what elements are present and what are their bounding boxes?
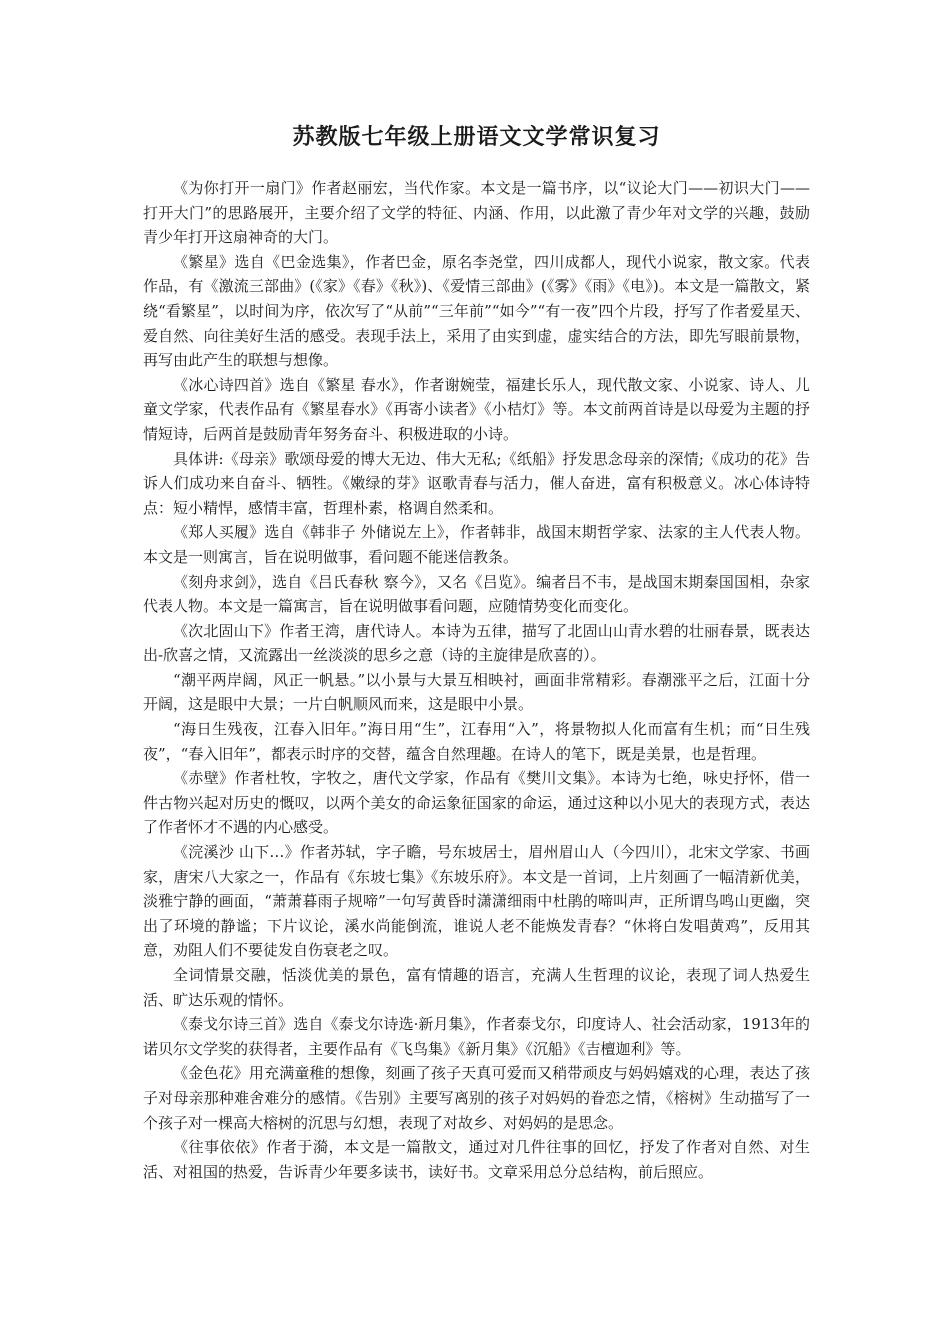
paragraph: 《刻舟求剑》，选自《吕氏春秋 察今》，又名《吕览》。编者吕不韦，是战国末期秦国国相，杂家代表人物。本文是一篇寓言，旨在说明做事看问题，应随情势变化而变化。 (143, 572, 810, 616)
paragraph: 具体讲:《母亲》歌颂母爱的博大无边、伟大无私;《纸船》抒发思念母亲的深情;《成功的花》告诉人们成功来自奋斗、牺牲。《嫩绿的芽》讴歌青春与活力，催人奋进，富有积极意义。冰心体诗特点：短小精悍，感情丰富，哲理朴素，格调自然柔和。 (143, 449, 810, 517)
paragraph: 《往事依依》作者于漪，本文是一篇散文，通过对几件往事的回忆，抒发了作者对自然、对生活、对祖国的热爱，告诉青少年要多读书，读好书。文章采用总分总结构，前后照应。 (143, 1138, 810, 1181)
paragraph: 《金色花》用充满童稚的想像，刻画了孩子天真可爱而又稍带顽皮与妈妈嬉戏的心理，表达了孩子对母亲那种难舍难分的感情。《告别》主要写离别的孩子对妈妈的眷恋之情，《榕树》生动描写了一个孩子对一棵高大榕树的沉思与幻想，表现了对故乡、对妈妈的是思念。 (143, 1064, 810, 1132)
paragraph: 《繁星》选自《巴金选集》，作者巴金，原名李尧堂，四川成都人，现代小说家，散文家。代表作品，有《激流三部曲》(《家》《春》《秋》)、《爱情三部曲》(《雾》《雨》《电》)。本文是一篇散文，紧绕“看繁星”，以时间为序，依次写了“从前”“三年前”“如今”“有一夜”四个片段，抒写了作者爱星天、爱自然、向往美好生活的感受。表现手法上，采用了由实到虚，虚实结合的方法，即先写眼前景物，再写由此产生的联想与想像。 (143, 252, 810, 370)
paragraph: 《赤壁》作者杜牧，字牧之，唐代文学家，作品有《樊川文集》。本诗为七绝，咏史抒怀，借一件古物兴起对历史的慨叹，以两个美女的命运象征国家的命运，通过这种以小见大的表现方式，表达了作者怀才不遇的内心感受。 (143, 769, 810, 837)
document-page (143, 118, 810, 1184)
paragraph: 《为你打开一扇门》作者赵丽宏，当代作家。本文是一篇书序，以“议论大门——初识大门——打开大门”的思路展开，主要介绍了文学的特征、内涵、作用，以此激了青少年对文学的兴趣，鼓励青少年打开这扇神奇的大门。 (143, 179, 810, 247)
paragraph: 全词情景交融，恬淡优美的景色，富有情趣的语言，充满人生哲理的议论，表现了词人热爱生活、旷达乐观的情怀。 (143, 966, 810, 1009)
paragraph: 《次北固山下》作者王湾，唐代诗人。本诗为五律，描写了北固山山青水碧的壮丽春景，既表达出-欣喜之情，又流露出一丝淡淡的思乡之意（诗的主旋律是欣喜的）。 (143, 621, 810, 665)
paragraph: “潮平两岸阔，风正一帆悬。”以小景与大景互相映衬，画面非常精彩。春潮涨平之后，江面十分开阔，这是眼中大景；一片白帆顺风而来，这是眼中小景。 (143, 670, 810, 714)
paragraph: 《浣溪沙 山下…》作者苏轼，字子瞻，号东坡居士，眉州眉山人（今四川），北宋文学家、书画家，唐宋八大家之一，作品有《东坡七集》《东坡乐府》。本文是一首词，上片刻画了一幅清新优美，淡雅宁静的画面，“萧萧暮雨子规啼”一句写黄昏时潇潇细雨中杜鹃的啼叫声，正所谓鸟鸣山更幽，突出了环境的静谧；下片议论，溪水尚能倒流，谁说人老不能焕发青春？“休将白发唱黄鸡”，反用其意，劝阻人们不要徒发自伤衰老之叹。 (143, 843, 810, 960)
paragraph: 《冰心诗四首》选自《繁星 春水》，作者谢婉莹，福建长乐人，现代散文家、小说家、诗人、儿童文学家，代表作品有《繁星春水》《再寄小读者》《小桔灯》等。本文前两首诗是以母爱为主题的抒情短诗，后两首是鼓励青年努务奋斗、积极进取的小诗。 (143, 375, 810, 443)
document-title: 苏教版七年级上册语文文学常识复习 (292, 124, 661, 150)
document-body (143, 176, 810, 1184)
paragraph: “海日生残夜，江春入旧年。”海日用“生”，江春用“入”，将景物拟人化而富有生机；而“日生残夜”，“春入旧年”，都表示时序的交替，蕴含自然理趣。在诗人的笔下，既是美景，也是哲理。 (143, 720, 810, 763)
paragraph: 《郑人买履》选自《韩非子 外储说左上》，作者韩非，战国末期哲学家、法家的主人代表人物。本文是一则寓言，旨在说明做事，看问题不能迷信教条。 (143, 523, 810, 566)
paragraph: 《泰戈尔诗三首》选自《泰戈尔诗选·新月集》，作者泰戈尔，印度诗人、社会活动家，1913年的诺贝尔文学奖的获得者，主要作品有《飞鸟集》《新月集》《沉船》《吉檀迦利》等。 (143, 1015, 810, 1058)
